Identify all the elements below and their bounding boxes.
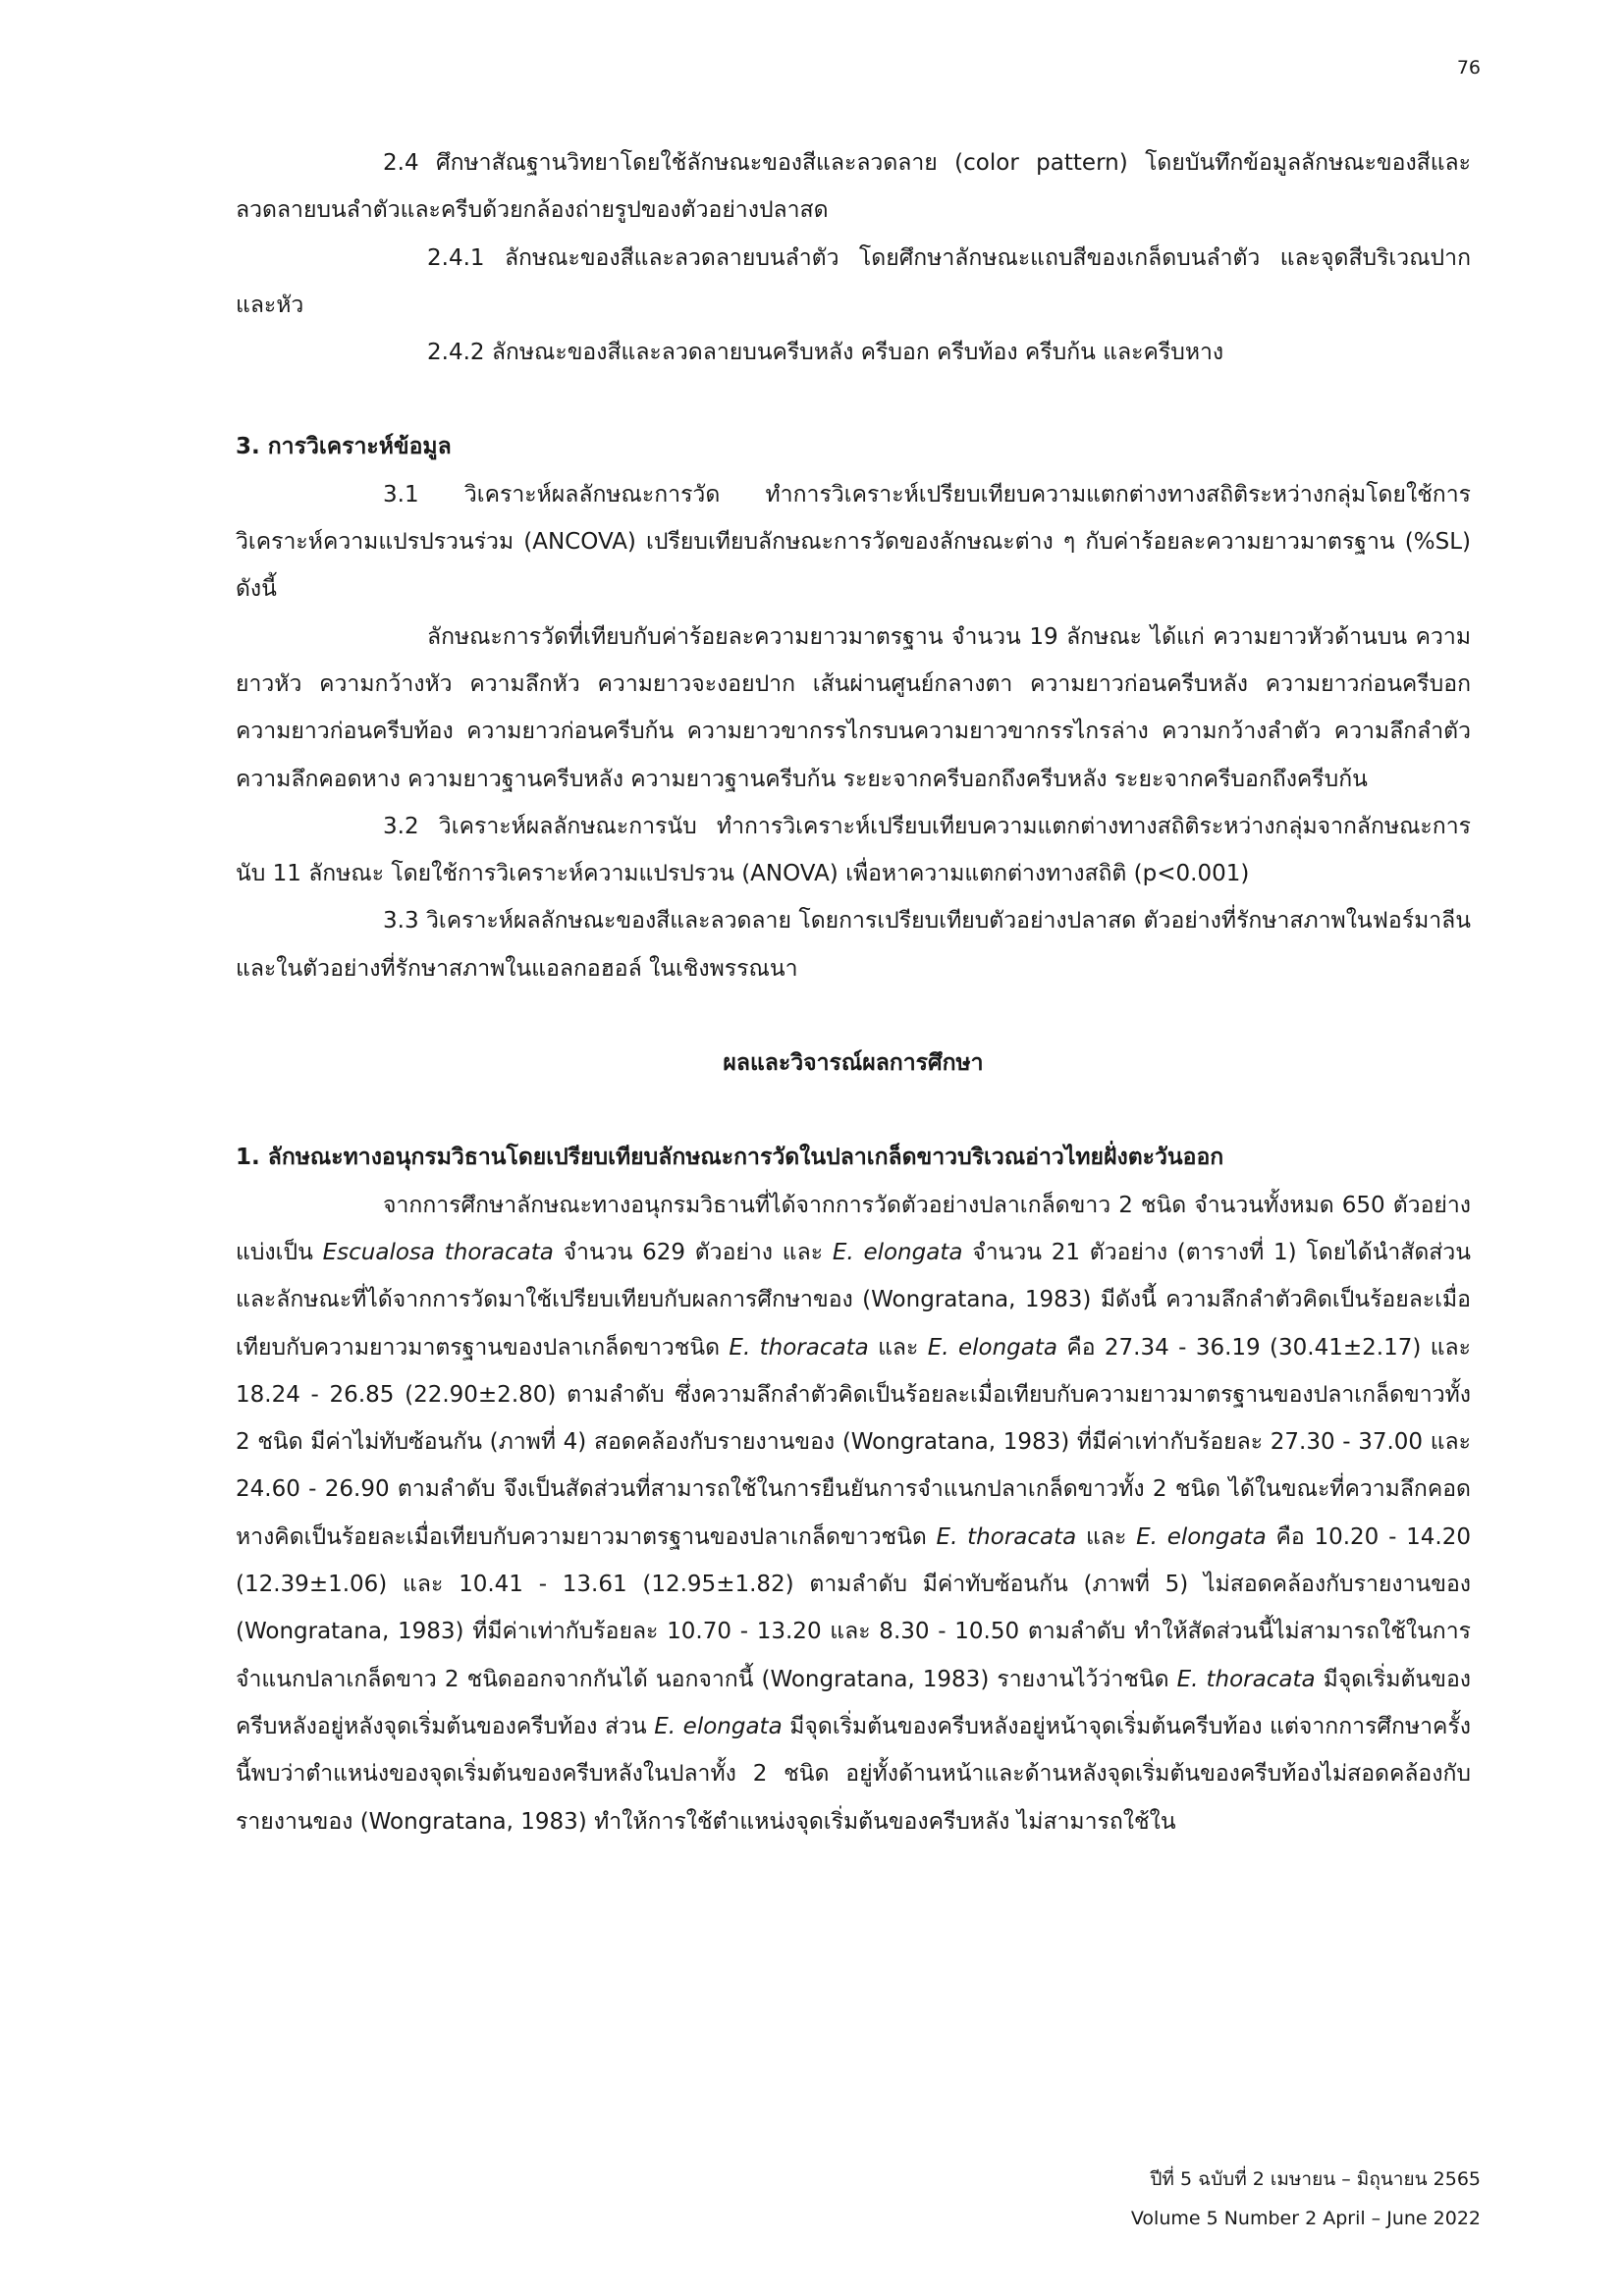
heading-results: ผลและวิจารณ์ผลการศึกษา (723, 1050, 984, 1077)
footer-english: Volume 5 Number 2 April – June 2022 (1130, 2208, 1481, 2229)
text-run: มีจุดเริ่มต้นของครีบหลังอยู่หลังจุดเริ่มต้นของครีบท้อง ส่วน (236, 1666, 1471, 1739)
text-run: จำนวน 21 ตัวอย่าง (ตารางที่ 1) โดยได้นำสัดส่วนและลักษณะที่ได้จากการวัดมาใช้เปรียบเทียบกับผลการศึกษาของ (Wongratana, 1983) มีดังนี้ ความลึกลำตัวคิดเป็นร้อยละเมื่อเทียบกับความยาวมาตรฐานของปลาเกล็ดขาวชนิด (236, 1239, 1471, 1361)
paragraph-3-2: 3.2 วิเคราะห์ผลลักษณะการนับ ทำการวิเคราะห์เปรียบเทียบความแตกต่างทางสถิติระหว่างกลุ่มจากลักษณะการนับ 11 ลักษณะ โดยใช้การวิเคราะห์ความแปรปรวน (ANOVA) เพื่อหาความแตกต่างทางสถิติ (p<0.001) (236, 813, 1471, 887)
species-name: E. elongata (1136, 1523, 1267, 1550)
paragraph-2-4: 2.4 ศึกษาสัณฐานวิทยาโดยใช้ลักษณะของสีและลวดลาย (color pattern) โดยบันทึกข้อมูลลักษณะของสีและลวดลายบนลำตัวและครีบด้วยกล้องถ่ายรูปของตัวอย่างปลาสด (236, 150, 1471, 224)
species-name: Escualosa thoracata (322, 1239, 554, 1265)
paragraph-2-4-1: 2.4.1 ลักษณะของสีและลวดลายบนลำตัว โดยศึกษาลักษณะแถบสีของเกล็ดบนลำตัว และจุดสีบริเวณปากและหัว (236, 244, 1471, 318)
paragraph-3-1: 3.1 วิเคราะห์ผลลักษณะการวัด ทำการวิเคราะห์เปรียบเทียบความแตกต่างทางสถิติระหว่างกลุ่มโดยใช้การวิเคราะห์ความแปรปรวนร่วม (ANCOVA) เปรียบเทียบลักษณะการวัดของลักษณะต่าง ๆ กับค่าร้อยละความยาวมาตรฐาน (%SL) ดังนี้ (236, 481, 1471, 603)
species-name: E. elongata (927, 1334, 1057, 1361)
species-name: E. elongata (832, 1239, 963, 1265)
paragraph-results-1 (236, 1182, 1471, 1845)
paragraph-3-1-list: ลักษณะการวัดที่เทียบกับค่าร้อยละความยาวมาตรฐาน จำนวน 19 ลักษณะ ได้แก่ ความยาวหัวด้านบน ความยาวหัว ความกว้างหัว ความลึกหัว ความยาวจะงอยปาก เส้นผ่านศูนย์กลางตา ความยาวก่อนครีบหลัง ความยาวก่อนครีบอก ความยาวก่อนครีบท้อง ความยาวก่อนครีบก้น ความยาวขากรรไกรบนความยาวขากรรไกรล่าง ความกว้างลำตัว ความลึกลำตัว ความลึกคอดหาง ความยาวฐานครีบหลัง ความยาวฐานครีบก้น ระยะจากครีบอกถึงครีบหลัง ระยะจากครีบอกถึงครีบก้น (236, 623, 1471, 792)
paragraph-2-4-2: 2.4.2 ลักษณะของสีและลวดลายบนครีบหลัง ครีบอก ครีบท้อง ครีบก้น และครีบหาง (427, 340, 1224, 366)
text-run: จำนวน 629 ตัวอย่าง และ (553, 1239, 833, 1265)
body-text (236, 139, 1471, 1845)
text-run: และ (1076, 1523, 1137, 1550)
text-run: จากการศึกษาลักษณะทางอนุกรมวิธานที่ได้จากการวัดตัวอย่างปลาเกล็ดขาว 2 ชนิด จำนวนทั้งหมด 650 ตัวอย่าง แบ่งเป็น (236, 1192, 1471, 1265)
text-run: มีจุดเริ่มต้นของครีบหลังอยู่หน้าจุดเริ่มต้นครีบท้อง แต่จากการศึกษาครั้งนี้พบว่าตำแหน่งของจุดเริ่มต้นของครีบหลังในปลาทั้ง 2 ชนิด อยู่ทั้งด้านหน้าและด้านหลังจุดเริ่มต้นของครีบท้องไม่สอดคล้องกับรายงานของ (Wongratana, 1983) ทำให้การใช้ตำแหน่งจุดเริ่มต้นของครีบหลัง ไม่สามารถใช้ใน (236, 1713, 1471, 1835)
paragraph-3-3: 3.3 วิเคราะห์ผลลักษณะของสีและลวดลาย โดยการเปรียบเทียบตัวอย่างปลาสด ตัวอย่างที่รักษาสภาพในฟอร์มาลีน และในตัวอย่างที่รักษาสภาพในแอลกอฮอล์ ในเชิงพรรณนา (236, 908, 1471, 982)
page-number: 76 (1456, 57, 1481, 79)
heading-taxonomy: 1. ลักษณะทางอนุกรมวิธานโดยเปรียบเทียบลักษณะการวัดในปลาเกล็ดขาวบริเวณอ่าวไทยฝั่งตะวันออก (236, 1145, 1224, 1171)
species-name: E. thoracata (936, 1523, 1077, 1550)
footer-thai: ปีที่ 5 ฉบับที่ 2 เมษายน – มิถุนายน 2565 (1150, 2168, 1481, 2190)
species-name: E. elongata (654, 1713, 783, 1739)
species-name: E. thoracata (729, 1334, 869, 1361)
text-run: คือ 10.20 - 14.20 (12.39±1.06) และ 10.41 - 13.61 (12.95±1.82) ตามลำดับ มีค่าทับซ้อนกัน (ภาพที่ 5) ไม่สอดคล้องกับรายงานของ (Wongratana, 1983) ที่มีค่าเท่ากับร้อยละ 10.70 - 13.20 และ 8.30 - 10.50 ตามลำดับ ทำให้สัดส่วนนี้ไม่สามารถใช้ในการจำแนกปลาเกล็ดขาว 2 ชนิดออกจากกันได้ นอกจากนี้ (Wongratana, 1983) รายงานไว้ว่าชนิด (236, 1523, 1471, 1692)
heading-data-analysis: 3. การวิเคราะห์ข้อมูล (236, 434, 452, 460)
journal-footer (1131, 2160, 1481, 2238)
text-run: คือ 27.34 - 36.19 (30.41±2.17) และ 18.24 - 26.85 (22.90±2.80) ตามลำดับ ซึ่งความลึกลำตัวคิดเป็นร้อยละเมื่อเทียบกับความยาวมาตรฐานของปลาเกล็ดขาวทั้ง 2 ชนิด มีค่าไม่ทับซ้อนกัน (ภาพที่ 4) สอดคล้องกับรายงานของ (Wongratana, 1983) ที่มีค่าเท่ากับร้อยละ 27.30 - 37.00 และ 24.60 - 26.90 ตามลำดับ จึงเป็นสัดส่วนที่สามารถใช้ในการยืนยันการจำแนกปลาเกล็ดขาวทั้ง 2 ชนิด ได้ในขณะที่ความลึกคอดหางคิดเป็นร้อยละเมื่อเทียบกับความยาวมาตรฐานของปลาเกล็ดขาวชนิด (236, 1334, 1471, 1550)
species-name: E. thoracata (1176, 1666, 1316, 1692)
text-run: และ (868, 1334, 928, 1361)
